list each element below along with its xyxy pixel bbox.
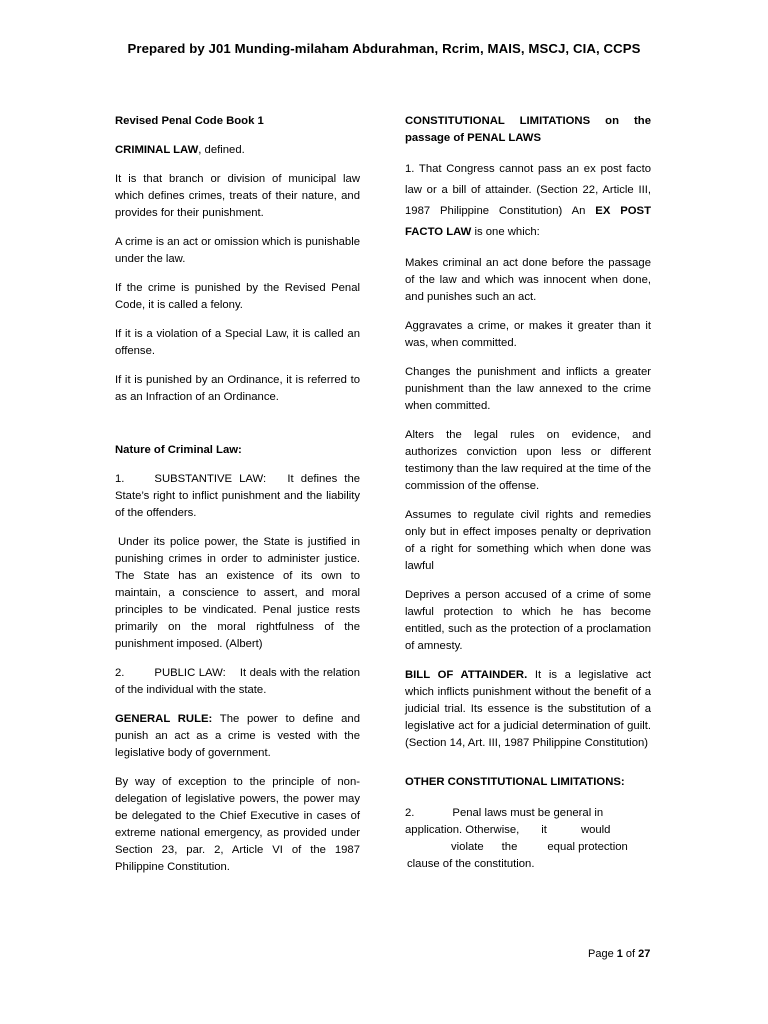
heading-line-2: passage of PENAL LAWS	[405, 132, 542, 144]
offense-paragraph: If it is a violation of a Special Law, it is called an offense.	[115, 328, 360, 357]
other-item-line-2a: application. Otherwise,	[405, 824, 520, 836]
criminal-law-term: CRIMINAL LAW	[115, 144, 199, 156]
public-law-item	[115, 665, 360, 699]
nature-heading: Nature of Criminal Law:	[115, 444, 242, 456]
item2-label: PUBLIC LAW:	[154, 667, 226, 679]
other-item-line-4: clause of the constitution.	[407, 858, 535, 870]
page-number: 1	[616, 948, 623, 960]
changes-punishment-paragraph: Changes the punishment and inflicts a greater punishment than the law annexed to the crime when committed.	[405, 366, 651, 412]
bill-of-attainder-text: It is a legislative act which inflicts punishment without the benefit of a judicial trial. Its essence is the substitution of a legislative act for a judicial determination of guilt. (Section 14, Art. III, 1987 Philippine Constitution)	[405, 669, 651, 749]
other-item-line-1: Penal laws must be general in	[452, 807, 604, 819]
general-application-item	[405, 805, 651, 873]
other-limitations-heading: OTHER CONSTITUTIONAL LIMITATIONS:	[405, 776, 625, 788]
item1-label: SUBSTANTIVE LAW:	[154, 473, 267, 485]
page-footer	[588, 948, 650, 960]
general-rule-paragraph	[115, 711, 360, 762]
deprives-paragraph: Deprives a person accused of a crime of some lawful protection to which he has become entitled, such as the protection of a proclamation of amnesty.	[405, 589, 651, 652]
criminal-law-definition-heading	[115, 142, 360, 159]
page-word: Page	[588, 948, 617, 960]
substantive-law-item	[115, 471, 360, 522]
left-column	[115, 113, 360, 888]
crime-paragraph: A crime is an act or omission which is punishable under the law.	[115, 236, 360, 265]
general-rule-label: GENERAL RULE:	[115, 713, 213, 725]
bill-of-attainder-paragraph	[405, 667, 651, 752]
general-rule-text: The power to define and punish an act as a crime is vested with the legislative body of government.	[115, 713, 360, 759]
other-item-line-2b: it	[541, 824, 547, 836]
document-title: Revised Penal Code Book 1	[115, 115, 264, 127]
alters-rules-paragraph: Alters the legal rules on evidence, and authorizes conviction upon less or different testimony than the law required at the time of the commission of the offense.	[405, 429, 651, 492]
ex-post-facto-term: EX POST FACTO LAW	[405, 205, 651, 238]
right-column	[405, 113, 651, 873]
other-item-number: 2.	[405, 807, 415, 819]
heading-line-1: CONSTITUTIONAL LIMITATIONS on the	[405, 115, 651, 127]
ex-post-facto-tail: is one which:	[471, 226, 540, 238]
definition-paragraph: It is that branch or division of municipal law which defines crimes, treats of their nature, and provides for their punishment.	[115, 173, 360, 219]
other-item-line-3c: equal protection	[547, 841, 628, 853]
other-item-line-2c: would	[580, 824, 611, 836]
exception-paragraph: By way of exception to the principle of non-delegation of legislative powers, the power may be delegated to the Chief Executive in cases of extreme national emergency, as provided under Section 23, par. 2, Article VI of the 1987 Philippine Constitution.	[115, 776, 360, 873]
other-item-line-3b: the	[501, 841, 518, 853]
item1-text: It defines the State’s right to inflict punishment and the liability of the offenders.	[115, 473, 361, 519]
constitutional-limitations-heading	[405, 113, 651, 147]
bill-of-attainder-term: BILL OF ATTAINDER.	[405, 669, 528, 681]
item2-text: It deals with the relation of the individual with the state.	[115, 667, 360, 696]
infraction-paragraph: If it is punished by an Ordinance, it is referred to as an Infraction of an Ordinance.	[115, 374, 360, 403]
of-word: of	[622, 948, 639, 960]
ex-post-facto-paragraph	[405, 159, 651, 243]
item2-number: 2.	[115, 667, 125, 679]
item1-number: 1.	[115, 473, 125, 485]
page-total: 27	[638, 948, 651, 960]
police-power-paragraph: Under its police power, the State is justified in punishing crimes in order to administer justice. The State has an existence of its own to maintain, a conscience to assert, and moral principles to be vindicated. Penal justice rests primarily on the moral rightfulness of the punishment imposed. (Albert)	[115, 536, 360, 650]
felony-paragraph: If the crime is punished by the Revised Penal Code, it is called a felony.	[115, 282, 360, 311]
makes-criminal-paragraph: Makes criminal an act done before the passage of the law and which was innocent when done, and punishes such an act.	[405, 257, 651, 303]
aggravates-paragraph: Aggravates a crime, or makes it greater than it was, when committed.	[405, 320, 651, 349]
ex-post-facto-intro: 1. That Congress cannot pass an ex post facto law or a bill of attainder. (Section 22, Article III, 1987 Philippine Constitution) An	[405, 163, 651, 217]
page-header: Prepared by J01 Munding-milaham Abdurahman, Rcrim, MAIS, MSCJ, CIA, CCPS	[127, 41, 641, 56]
criminal-law-suffix: , defined.	[198, 144, 245, 156]
civil-rights-paragraph: Assumes to regulate civil rights and remedies only but in effect imposes penalty or deprivation of a right for something which when done was lawful	[405, 509, 651, 572]
other-item-line-3a: violate	[451, 841, 484, 853]
